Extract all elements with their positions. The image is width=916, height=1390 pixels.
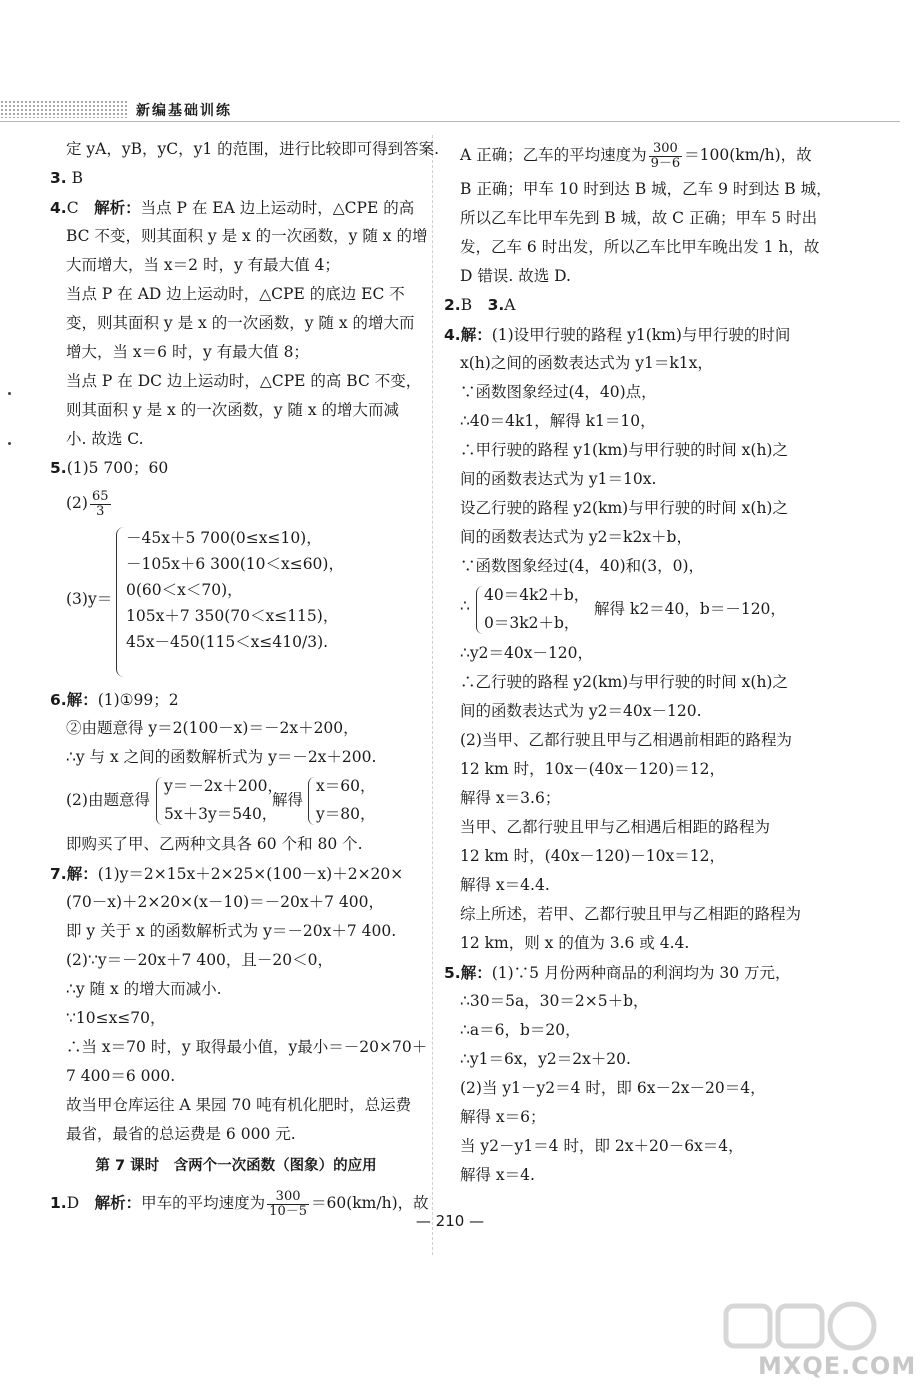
analysis-tag: 解析： xyxy=(94,198,141,217)
question-number: 7. xyxy=(50,865,67,883)
text-line: 解得 xyxy=(272,791,304,809)
answer-value: C xyxy=(66,199,79,217)
text-line: (1)①99；2 xyxy=(97,691,179,709)
text-line: (1)y＝2×15x＋2×25×(100－x)＋2×20× xyxy=(97,865,404,883)
fraction-numerator: 65 xyxy=(91,488,109,504)
text-line: 间的函数表达式为 y2＝k2x＋b， xyxy=(460,528,692,546)
text-line: ∴40＝4k1，解得 k1＝10， xyxy=(460,412,656,430)
text-line: 当点 P 在 DC 边上运动时，△CPE 的高 BC 不变， xyxy=(66,372,422,390)
text-line: 大而增大，当 x＝2 时，y 有最大值 4； xyxy=(66,256,340,274)
equation-system xyxy=(50,772,422,830)
brace xyxy=(308,777,315,825)
answer-4 xyxy=(50,193,422,222)
text-line: 当 y2－y1＝4 时，即 2x＋20－6x＝4， xyxy=(460,1137,744,1155)
text-line: 即 y 关于 x 的函数解析式为 y＝－20x＋7 400. xyxy=(66,922,397,940)
text-line: x(h)之间的函数表达式为 y1＝k1x， xyxy=(460,354,713,372)
text-line: 当甲、乙都行驶且甲与乙相遇后相距的路程为 xyxy=(460,818,771,836)
text-line xyxy=(444,135,816,175)
text-line: 甲车的平均速度为 xyxy=(141,1194,266,1212)
answer-value: A xyxy=(504,296,516,314)
answer-value: D xyxy=(66,1194,80,1212)
text-line: (2)当 y1－y2＝4 时，即 6x－2x－20＝4， xyxy=(460,1079,766,1097)
text-line: 综上所述，若甲、乙都行驶且甲与乙相距的路程为 xyxy=(460,905,802,923)
question-number: 3. xyxy=(487,296,505,314)
text-line: 12 km 时，10x－(40x－120)＝12， xyxy=(460,760,725,778)
text-line: (2)由题意得 xyxy=(66,791,150,809)
text-line: B 正确；甲车 10 时到达 B 城，乙车 9 时到达 B 城， xyxy=(460,180,832,198)
fraction-denominator: 3 xyxy=(96,503,105,519)
text-line: ∴y2＝40x－120， xyxy=(460,644,594,662)
question-number: 5. xyxy=(50,459,67,477)
text-line: ②由题意得 y＝2(100－x)＝－2x＋200， xyxy=(66,719,359,737)
answer-5 xyxy=(444,958,816,987)
left-column xyxy=(50,135,440,1223)
text-line: ＝60(km/h)，故 xyxy=(311,1194,429,1212)
text-line: BC 不变，则其面积 y 是 x 的一次函数，y 随 x 的增 xyxy=(66,227,428,245)
text-line: 7 400＝6 000. xyxy=(66,1067,176,1085)
text-line: 发，乙车 6 时出发，所以乙车比甲车晚出发 1 h，故 xyxy=(460,238,820,256)
equation-system xyxy=(444,581,816,639)
text-line: ∵函数图象经过(4，40)和(3，0)， xyxy=(460,557,704,575)
answer-5 xyxy=(50,454,422,483)
text-line: 变，则其面积 y 是 x 的一次函数，y 随 x 的增大而 xyxy=(66,314,415,332)
answer-4 xyxy=(444,320,816,349)
text-line: 解得 x＝3.6； xyxy=(460,789,561,807)
answer-6 xyxy=(50,685,422,714)
part-label: (2) xyxy=(66,494,88,512)
answer-5-part2 xyxy=(50,483,422,523)
text-line: ∴a＝6，b＝20， xyxy=(460,1021,581,1039)
text-line: 12 km 时，(40x－120)－10x＝12， xyxy=(460,847,725,865)
text-line: 解得 x＝4. xyxy=(460,1166,535,1184)
question-number: 4. xyxy=(444,326,461,344)
watermark-text: MXQE.COM xyxy=(758,1352,916,1380)
lesson-heading: 第 7 课时 含两个一次函数（图象）的应用 xyxy=(95,1158,377,1174)
text-line: 间的函数表达式为 y1＝10x. xyxy=(460,470,657,488)
margin-dot xyxy=(8,392,11,395)
fraction-denominator: 9－6 xyxy=(650,155,681,171)
text-line: 则其面积 y 是 x 的一次函数，y 随 x 的增大而减 xyxy=(66,401,399,419)
piecewise-row: －45x＋5 700(0≤x≤10)， xyxy=(126,529,322,547)
text-line: ∵函数图象经过(4，40)点， xyxy=(460,383,657,401)
text-line: (1)设甲行驶的路程 y1(km)与甲行驶的时间 xyxy=(491,326,791,344)
header-title: 新编基础训练 xyxy=(136,103,232,119)
question-number: 4. xyxy=(50,199,67,217)
text-line: ∴y 与 x 之间的函数解析式为 y＝－2x＋200. xyxy=(66,748,377,766)
text-line: (1)∵5 月份两种商品的利润均为 30 万元， xyxy=(491,964,791,982)
equation-row: 40＝4k2＋b， xyxy=(484,586,590,604)
solution-tag: 解： xyxy=(460,325,492,344)
text-line: (2)∵y＝－20x＋7 400，且－20＜0， xyxy=(66,951,333,969)
text-line: 12 km，则 x 的值为 3.6 或 4.4. xyxy=(460,934,690,952)
header-dot-pattern xyxy=(0,100,128,118)
analysis-tag: 解析： xyxy=(94,1193,142,1212)
header-rule xyxy=(0,121,900,122)
text-line: 解得 x＝6； xyxy=(460,1108,546,1126)
text-segment: A 正确；乙车的平均速度为 xyxy=(460,146,647,164)
brace xyxy=(116,527,125,677)
equation-row: 5x＋3y＝540， xyxy=(164,805,278,823)
piecewise-row: 0(60＜x＜70)， xyxy=(126,581,243,599)
piecewise-function xyxy=(66,525,422,681)
text-line: 定 yA，yB，yC，y1 的范围，进行比较即可得到答案. xyxy=(66,140,440,158)
piecewise-rows xyxy=(126,525,344,655)
fraction-numerator: 300 xyxy=(649,142,683,157)
brace xyxy=(156,777,163,825)
equation-row: x＝60， xyxy=(316,777,376,795)
text-line: 当点 P 在 EA 边上运动时，△CPE 的高 xyxy=(140,199,415,217)
question-number: 6. xyxy=(50,691,67,709)
text-line: ∴y1＝6x，y2＝2x＋20. xyxy=(460,1050,631,1068)
answer-3 xyxy=(50,164,422,193)
fraction-denominator: 10－5 xyxy=(269,1203,307,1219)
piecewise-row: 105x＋7 350(70＜x≤115)， xyxy=(126,607,339,625)
text-line: 最省，最省的总运费是 6 000 元. xyxy=(66,1125,296,1143)
text-line: 解得 x＝4.4. xyxy=(460,876,550,894)
text-line: 小. 故选 C. xyxy=(66,430,144,448)
margin-dot xyxy=(8,442,11,445)
page-header xyxy=(0,98,900,120)
text-line: 解得 k2＝40，b＝－120， xyxy=(594,600,786,618)
question-number: 2. xyxy=(444,296,461,314)
text-line: D 错误. 故选 D. xyxy=(460,267,571,285)
page-number: — 210 — xyxy=(415,1212,485,1230)
equation-row: y＝80， xyxy=(316,805,376,823)
fraction xyxy=(649,142,683,171)
fraction-numerator: 300 xyxy=(267,1190,309,1205)
right-column xyxy=(444,135,832,1190)
text-line: ∴当 x＝70 时，y 取得最小值，y最小＝－20×70＋ xyxy=(66,1038,428,1056)
text-line: 当点 P 在 AD 边上运动时，△CPE 的底边 EC 不 xyxy=(66,285,405,303)
text-line: (70－x)＋2×20×(x－10)＝－20x＋7 400， xyxy=(66,893,385,911)
text-line: (1)5 700；60 xyxy=(66,459,169,477)
answer-7 xyxy=(50,859,422,888)
text-line: ∴乙行驶的路程 y2(km)与甲行驶的时间 x(h)之 xyxy=(460,673,788,691)
column-divider xyxy=(432,135,433,1255)
piecewise-label: (3)y＝ xyxy=(66,590,113,608)
answer-value: B xyxy=(460,296,473,314)
fraction xyxy=(90,490,111,519)
text-line: 增大，当 x＝6 时，y 有最大值 8； xyxy=(66,343,309,361)
text-segment: ＝100(km/h)，故 xyxy=(684,146,812,164)
question-number: 3. xyxy=(50,169,67,187)
question-number: 1. xyxy=(50,1194,67,1212)
equation-row: 0＝3k2＋b， xyxy=(484,614,580,632)
text-line: 故当甲仓库运往 A 果园 70 吨有机化肥时，总运费 xyxy=(66,1096,412,1114)
answer-2-3 xyxy=(444,291,816,320)
solution-tag: 解： xyxy=(66,690,98,709)
solution-tag: 解： xyxy=(460,963,492,982)
piecewise-row: －105x＋6 300(10＜x≤60)， xyxy=(126,555,344,573)
text-line: ∴甲行驶的路程 y1(km)与甲行驶的时间 x(h)之 xyxy=(460,441,788,459)
text-line: 所以乙车比甲车先到 B 城，故 C 正确；甲车 5 时出 xyxy=(460,209,818,227)
question-number: 5. xyxy=(444,964,461,982)
answer-value: B xyxy=(71,169,84,187)
text-line: (2)当甲、乙都行驶且甲与乙相遇前相距的路程为 xyxy=(460,731,792,749)
equation-row: y＝－2x＋200， xyxy=(164,777,283,795)
text-line: ∴ xyxy=(460,597,470,615)
text-line: ∵10≤x≤70， xyxy=(66,1009,166,1027)
text-line: 间的函数表达式为 y2＝40x－120. xyxy=(460,702,702,720)
text-line: 即购买了甲、乙两种文具各 60 个和 80 个. xyxy=(66,835,363,853)
text-line: ∴30＝5a，30＝2×5＋b， xyxy=(460,992,649,1010)
text-line: 设乙行驶的路程 y2(km)与甲行驶的时间 x(h)之 xyxy=(460,499,788,517)
solution-tag: 解： xyxy=(66,864,98,883)
text-line: ∴y 随 x 的增大而减小. xyxy=(66,980,222,998)
brace xyxy=(476,586,483,634)
piecewise-row: 45x－450(115＜x≤410/3). xyxy=(126,633,329,651)
